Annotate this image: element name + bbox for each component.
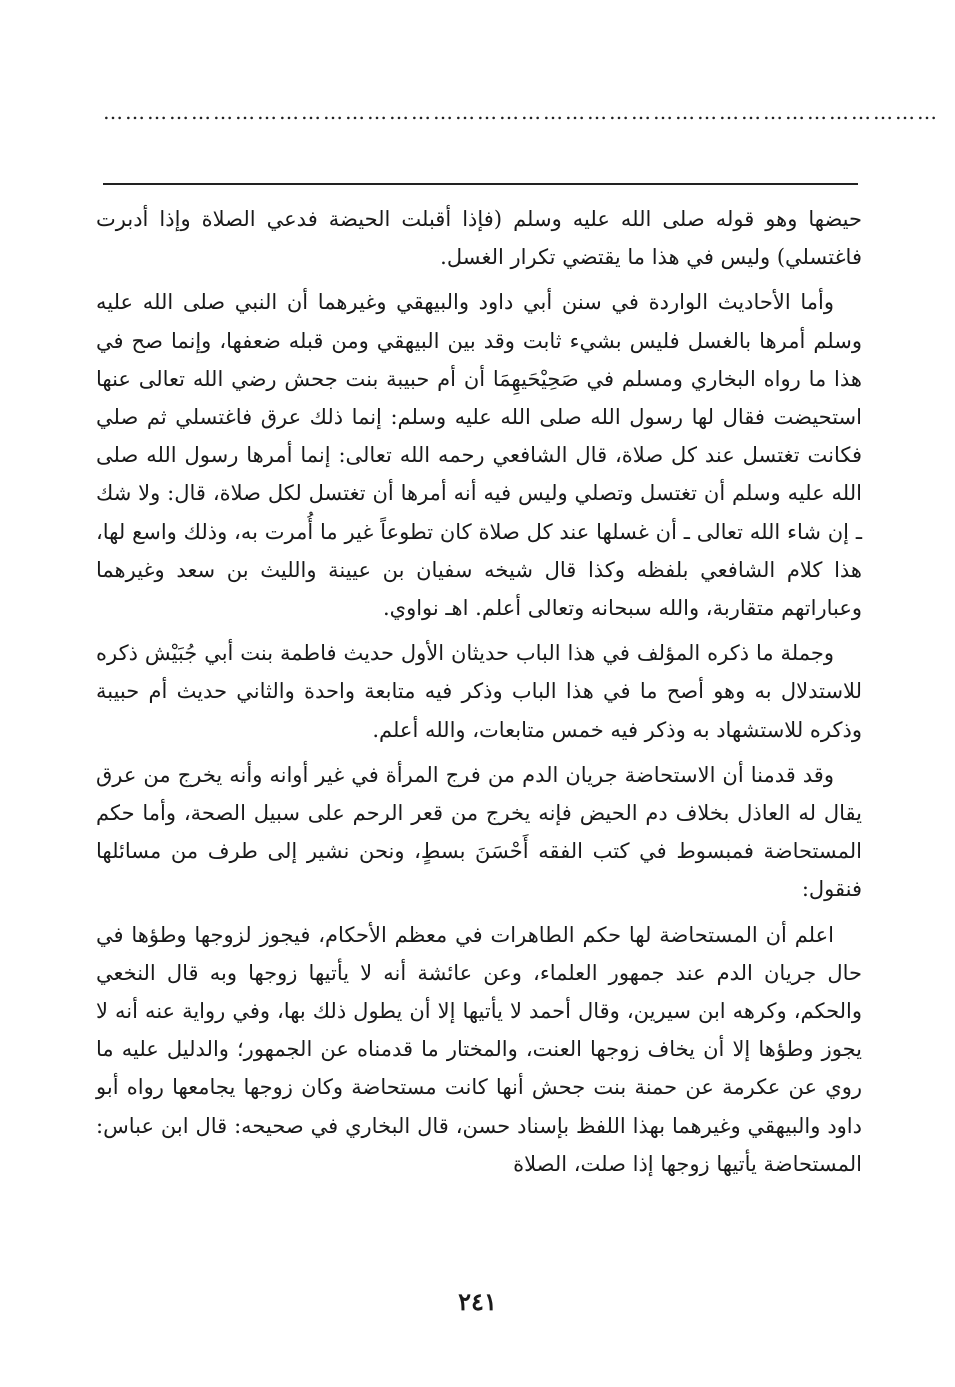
paragraph-1: حيضها وهو قوله صلى الله عليه وسلم (فإذا أقبلت الحيضة فدعي الصلاة وإذا أدبرت فاغتسلي) وليس في هذا ما يقتضي تكرار الغسل. xyxy=(96,207,862,270)
paragraph-4: وقد قدمنا أن الاستحاضة جريان الدم من فرج المرأة في غير أوانه وأنه يخرج من عرق يقال له العاذل بخلاف دم الحيض فإنه يخرج من قعر الرحم على سبيل الصحة، وأما حكم المستحاضة فمبسوط في كتب الفقه أَحْسَنَ بسطٍ، ونحن نشير إلى طرف من مسائلها فنقول: xyxy=(96,762,862,902)
page-number: ٢٤١ xyxy=(458,1287,497,1316)
paragraph-3: وجملة ما ذكره المؤلف في هذا الباب حديثان الأول حديث فاطمة بنت أبي جُبَيْش ذكره للاستدلال به وهو أصح ما في هذا الباب وذكر فيه متابعة واحدة والثاني حديث أم حبيبة وذكره للاستشهاد به وذكر فيه خمس متابعات، والله أعلم. xyxy=(96,641,862,742)
dotted-separator: …………………………………………………………………………………………………… xyxy=(103,100,939,124)
footnote-rule xyxy=(103,183,858,185)
paragraph-2: وأما الأحاديث الواردة في سنن أبي داود والبيهقي وغيرهما أن النبي صلى الله عليه وسلم أمرها بالغسل فليس بشيء ثابت وقد بين البيهقي ومن قبله ضعفها، وإنما صح في هذا ما رواه البخاري ومسلم في صَحِيْحَيهِمَا أن أم حبيبة بنت جحش رضي الله تعالى عنها استحيضت فقال لها رسول الله صلى الله عليه وسلم: إنما ذلك عرق فاغتسلي ثم صلي فكانت تغتسل عند كل صلاة، قال الشافعي رحمه الله تعالى: إنما أمرها رسول الله صلى الله عليه وسلم أن تغتسل وتصلي وليس فيه أنه أمرها أن تغتسل لكل صلاة، قال: ولا شك ـ إن شاء الله تعالى ـ أن غسلها عند كل صلاة كان تطوعاً غير ما أُمرت به، وذلك واسع لها، هذا كلام الشافعي بلفظه وكذا قال شيخه سفيان بن عيينة والليث بن سعد وغيرهما وعباراتهم متقاربة، والله سبحانه وتعالى أعلم. اهـ نواوي. xyxy=(96,290,862,621)
page-body xyxy=(96,200,862,1190)
paragraph-5: اعلم أن المستحاضة لها حكم الطاهرات في معظم الأحكام، فيجوز لزوجها وطؤها في حال جريان الدم عند جمهور العلماء، وعن عائشة أنه لا يأتيها زوجها وبه قال النخعي والحكم، وكرهه ابن سيرين، وقال أحمد لا يأتيها إلا أن يطول ذلك بها، وفي رواية عنه أنه لا يجوز وطؤها إلا أن يخاف زوجها العنت، والمختار ما قدمناه عن الجمهور؛ والدليل عليه ما روي عن عكرمة عن حمنة بنت جحش أنها كانت مستحاضة وكان زوجها يجامعها رواه أبو داود والبيهقي وغيرهما بهذا اللفظ بإسناد حسن، قال البخاري في صحيحه: قال ابن عباس: المستحاضة يأتيها زوجها إذا صلت، الصلاة xyxy=(96,922,862,1176)
